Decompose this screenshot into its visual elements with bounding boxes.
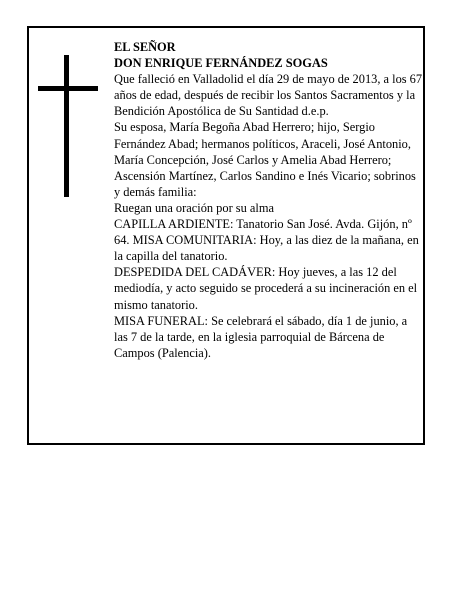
cross-vertical-bar bbox=[64, 55, 69, 197]
funeral-mass-info: MISA FUNERAL: Se celebrará el sábado, día 1 de junio, a las 7 de la tarde, en la iglesia parroquial de Bárcena de Campos (Palencia). bbox=[114, 313, 408, 360]
family-list: Su esposa, María Begoña Abad Herrero; hijo, Sergio Fernández Abad; hermanos políticos, Araceli, José Antonio, María Concepción, José Carlos y Amelia Abad Herrero; Ascensión Martínez, Carlos Sandino e Inés Vicario; sobrinos y demás familia: bbox=[114, 120, 416, 199]
farewell-info: DESPEDIDA DEL CADÁVER: Hoy jueves, a las 12 del mediodía, y acto seguido se procederá a su incineración en el mismo tanatorio. bbox=[114, 265, 418, 312]
death-announcement: Que falleció en Valladolid el día 29 de mayo de 2013, a los 67 años de edad, después de recibir los Santos Sacramentos y la Bendición Apostólica de Su Santidad d.e.p. bbox=[114, 72, 423, 119]
title-line-1: EL SEÑOR bbox=[114, 40, 176, 54]
prayer-request: Ruegan una oración por su alma bbox=[114, 200, 274, 215]
cross-horizontal-bar bbox=[38, 86, 98, 91]
obituary-text bbox=[114, 39, 424, 361]
deceased-name: DON ENRIQUE FERNÁNDEZ SOGAS bbox=[114, 56, 328, 71]
cross-icon bbox=[38, 55, 98, 197]
chapel-info: CAPILLA ARDIENTE: Tanatorio San José. Avda. Gijón, nº 64. MISA COMUNITARIA: Hoy, a las diez de la mañana, en la capilla del tanatorio. bbox=[114, 217, 419, 264]
